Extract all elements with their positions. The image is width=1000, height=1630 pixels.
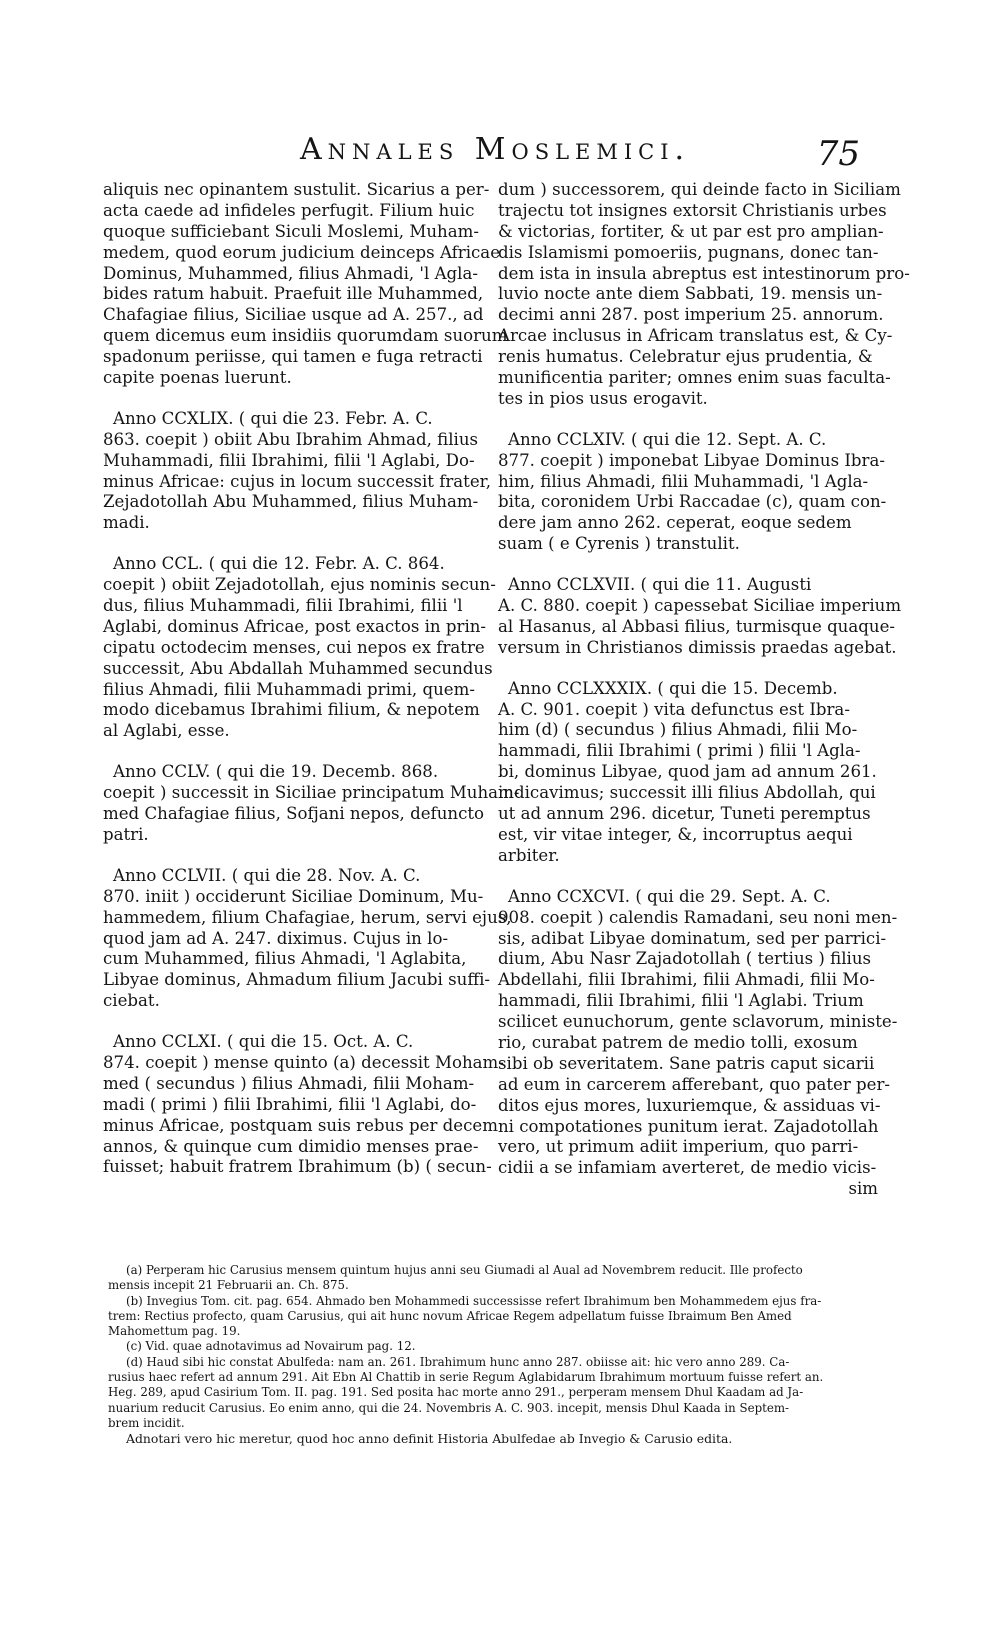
text-line: Anno CCLXI. ( qui die 15. Oct. A. C. (113, 1032, 414, 1052)
text-line: sibi ob severitatem. Sane patris caput sicarii (498, 1053, 875, 1073)
text-line: A. C. 901. coepit ) vita defunctus est Ibra- (498, 699, 850, 719)
text-line: Muhammadi, filii Ibrahimi, filii 'l Aglabi, Do- (103, 450, 475, 470)
text-line: ditos ejus mores, luxuriemque, & assiduas vi- (498, 1095, 881, 1115)
text-line: sis, adibat Libyae dominatum, sed per parrici- (498, 928, 887, 948)
paragraph-gap (498, 659, 890, 679)
text-line: Anno CCLVII. ( qui die 28. Nov. A. C. (113, 865, 421, 885)
text-line: al Aglabi, esse. (103, 721, 230, 741)
text-line: decimi anni 287. post imperium 25. annorum. (498, 305, 884, 325)
text-line: bi, dominus Libyae, quod jam ad annum 261. (498, 762, 877, 782)
text-line: acta caede ad infideles perfugit. Filium huic (103, 200, 475, 220)
paragraph-gap (498, 410, 890, 430)
text-line: sim (848, 1179, 878, 1199)
text-line: him (d) ( secundus ) filius Ahmadi, filii Mo- (498, 720, 858, 740)
text-line: Anno CCLXXXIX. ( qui die 15. Decemb. (508, 678, 838, 698)
text-line: dus, filius Muhammadi, filii Ibrahimi, filii 'l (103, 596, 463, 616)
text-line: scilicet eunuchorum, gente sclavorum, ministe- (498, 1012, 898, 1032)
text-line: dem ista in insula abreptus est intestinorum pro- (498, 263, 910, 283)
text-line: hammedem, filium Chafagiae, herum, servi ejus, (103, 907, 512, 927)
text-line: ciebat. (103, 991, 160, 1011)
paragraph-gap (103, 389, 493, 409)
text-line: quod jam ad A. 247. diximus. Cujus in lo- (103, 928, 449, 948)
paragraph-gap (103, 1012, 493, 1032)
text-line: renis humatus. Celebratur ejus prudentia, & (498, 347, 873, 367)
text-line: Anno CCLXIV. ( qui die 12. Sept. A. C. (508, 429, 827, 449)
text-line: capite poenas luerunt. (103, 368, 292, 388)
text-line: dere jam anno 262. ceperat, eoque sedem (498, 513, 852, 533)
text-line: Chafagiae filius, Siciliae usque ad A. 257., ad (103, 305, 484, 325)
text-line: dum ) successorem, qui deinde facto in Siciliam (498, 180, 901, 199)
paragraph (498, 180, 910, 410)
text-line: 863. coepit ) obiit Abu Ibrahim Ahmad, filius (103, 429, 479, 449)
paragraph (498, 886, 898, 1200)
paragraph-gap (103, 846, 493, 866)
text-line: coepit ) successit in Siciliae principatum Muham- (103, 783, 520, 803)
text-line: Anno CCXLIX. ( qui die 23. Febr. A. C. (113, 408, 433, 428)
text-line: arbiter. (498, 845, 560, 865)
text-line: hammadi, filii Ibrahimi ( primi ) filii 'l Agla- (498, 741, 861, 761)
paragraph (103, 1032, 504, 1178)
text-line: est, vir vitae integer, &, incorruptus aequi (498, 824, 853, 844)
paragraph-gap (498, 867, 890, 887)
paragraph (498, 679, 890, 867)
text-line: medem, quod eorum judicium deinceps Africae (103, 242, 501, 262)
text-line: al Hasanus, al Abbasi filius, turmisque quaque- (498, 616, 896, 636)
text-line: cum Muhammed, filius Ahmadi, 'l Aglabita, (103, 949, 467, 969)
footnote-line: trem: Rectius profecto, quam Carusius, qui ait hunc novum Africae Regem adpellatum fuisse Ibraimum Ben Amed (108, 1308, 792, 1323)
text-line: rio, curabat patrem de medio tolli, exosum (498, 1032, 858, 1052)
text-line: Anno CCLV. ( qui die 19. Decemb. 868. (113, 762, 439, 782)
right-column (498, 180, 910, 1200)
text-line: patri. (103, 824, 149, 844)
text-line: hammadi, filii Ibrahimi, filii 'l Aglabi. Trium (498, 991, 864, 1011)
footnote-line: Adnotari vero hic meretur, quod hoc anno definit Historia Abulfedae ab Invegio & Carusio edita. (126, 1431, 733, 1447)
footnote-line: Heg. 289, apud Casirium Tom. II. pag. 191. Sed posita hac morte anno 291., perperam mensem Dhul Kaadam ad Ja- (108, 1385, 804, 1400)
paragraph (103, 865, 512, 1012)
text-line: modo dicebamus Ibrahimi filium, & nepotem (103, 700, 480, 720)
paragraph (498, 430, 890, 555)
text-line: dium, Abu Nasr Zajadotollah ( tertius ) filius (498, 949, 872, 969)
text-line: bita, coronidem Urbi Raccadae (c), quam con- (498, 492, 887, 512)
text-line: med ( secundus ) filius Ahmadi, filii Moham- (103, 1073, 475, 1093)
text-line: successit, Abu Abdallah Muhammed secundus (103, 658, 493, 678)
text-line: him, filius Ahmadi, filii Muhammadi, 'l Agla- (498, 471, 869, 491)
text-line: spadonum periisse, qui tamen e fuga retracti (103, 347, 483, 367)
text-line: filius Ahmadi, filii Muhammadi primi, quem- (103, 679, 475, 699)
paragraph-gap (103, 742, 493, 762)
footnote-line: rusius haec refert ad annum 291. Ait Ebn Al Chattib in serie Regum Aglabidarum Ibrahimum mortuum fuisse refert an. (108, 1370, 824, 1385)
text-line: Aglabi, dominus Africae, post exactos in prin- (103, 616, 487, 636)
text-line: minus Africae, postquam suis rebus per decem (103, 1115, 498, 1135)
footnote-line: brem incidit. (108, 1415, 185, 1430)
text-line: Abdellahi, filii Ibrahimi, filii Ahmadi, filii Mo- (498, 970, 875, 990)
text-line: Anno CCL. ( qui die 12. Febr. A. C. 864. (113, 554, 445, 574)
text-line: vero, ut primum adiit imperium, quo parri- (498, 1137, 859, 1157)
text-line: munificentia pariter; omnes enim suas faculta- (498, 368, 891, 388)
text-line: suam ( e Cyrenis ) transtulit. (498, 534, 740, 554)
text-line: fuisset; habuit fratrem Ibrahimum (b) ( secun- (103, 1157, 492, 1177)
text-line: quem dicemus eum insidiis quorumdam suorum (103, 326, 508, 346)
footnote-line: (d) Haud sibi hic constat Abulfeda: nam an. 261. Ibrahimum hunc anno 287. obiisse ait: hic vero anno 289. Ca- (126, 1354, 790, 1369)
footnotes (108, 1263, 908, 1447)
footnote (108, 1339, 908, 1354)
text-line: ut ad annum 296. dicetur, Tuneti peremptus (498, 804, 871, 824)
text-line: Zejadotollah Abu Muhammed, filius Muham- (103, 492, 479, 512)
text-line: ni compotationes punitum ierat. Zajadotollah (498, 1116, 879, 1136)
footnote (108, 1431, 908, 1446)
text-line: & victorias, fortiter, & ut par est pro amplian- (498, 221, 884, 241)
text-line: quoque sufficiebant Siculi Moslemi, Muham- (103, 221, 479, 241)
running-title: Annales Moslemici. (300, 132, 691, 167)
text-line: Dominus, Muhammed, filius Ahmadi, 'l Agla- (103, 263, 478, 283)
paragraph (103, 554, 496, 742)
text-line: aliquis nec opinantem sustulit. Sicarius a per- (103, 180, 490, 199)
text-line: 908. coepit ) calendis Ramadani, seu noni men- (498, 907, 898, 927)
text-line: Libyae dominus, Ahmadum filium Jacubi suffi- (103, 970, 491, 990)
text-line: cipatu octodecim menses, cui nepos ex fratre (103, 637, 485, 657)
paragraph-gap (498, 555, 890, 575)
text-line: Anno CCLXVII. ( qui die 11. Augusti (508, 575, 812, 595)
text-line: cidii a se infamiam averteret, de medio vicis- (498, 1158, 877, 1178)
text-line: 874. coepit ) mense quinto (a) decessit Moham- (103, 1052, 504, 1072)
left-column (103, 180, 520, 1178)
text-line: ad eum in carcerem afferebant, quo pater per- (498, 1074, 891, 1094)
text-line: madi ( primi ) filii Ibrahimi, filii 'l Aglabi, do- (103, 1094, 477, 1114)
text-line: dis Islamismi pomoeriis, pugnans, donec tan- (498, 242, 879, 262)
text-line: madi. (103, 513, 150, 533)
text-line: annos, & quinque cum dimidio menses prae- (103, 1136, 479, 1156)
text-line: med Chafagiae filius, Sofjani nepos, defuncto (103, 804, 485, 824)
text-line: coepit ) obiit Zejadotollah, ejus nominis secun- (103, 575, 496, 595)
paragraph (498, 575, 902, 659)
footnote (108, 1294, 908, 1340)
footnote-line: nuarium reducit Carusius. Eo enim anno, qui die 24. Novembris A. C. 903. incepit, mensis Dhul Kaada in Septem- (108, 1400, 790, 1415)
text-line: Arcae inclusus in Africam translatus est, & Cy- (498, 326, 893, 346)
text-line: tes in pios usus erogavit. (498, 388, 708, 408)
paragraph-gap (103, 534, 493, 554)
footnote (108, 1355, 908, 1431)
page-number: 75 (816, 134, 860, 174)
text-line: bides ratum habuit. Praefuit ille Muhammed, (103, 284, 484, 304)
text-line: luvio nocte ante diem Sabbati, 19. mensis un- (498, 284, 883, 304)
text-line: trajectu tot insignes extorsit Christianis urbes (498, 200, 887, 220)
text-line: 877. coepit ) imponebat Libyae Dominus Ibra- (498, 450, 885, 470)
text-line: minus Africae: cujus in locum successit frater, (103, 471, 492, 491)
paragraph (103, 409, 493, 534)
footnote-line: (c) Vid. quae adnotavimus ad Novairum pag. 12. (126, 1339, 416, 1354)
text-line: Anno CCXCVI. ( qui die 29. Sept. A. C. (508, 886, 831, 906)
text-line: 870. iniit ) occiderunt Siciliae Dominum, Mu- (103, 886, 484, 906)
footnote-line: (a) Perperam hic Carusius mensem quintum hujus anni seu Giumadi al Aual ad Novembrem reducit. Ille profecto (126, 1263, 803, 1277)
footnote-line: Mahomettum pag. 19. (108, 1324, 241, 1339)
paragraph (103, 762, 520, 846)
footnote-line: (b) Invegius Tom. cit. pag. 654. Ahmado ben Mohammedi successisse refert Ibrahimum ben Mohammedem ejus fra- (126, 1293, 822, 1308)
text-line: versum in Christianos dimissis praedas agebat. (498, 637, 897, 657)
text-line: A. C. 880. coepit ) capessebat Siciliae imperium (498, 596, 902, 616)
text-line: indicavimus; successit illi filius Abdollah, qui (498, 783, 876, 803)
footnote (108, 1263, 908, 1294)
footnote-line: mensis incepit 21 Februarii an. Ch. 875. (108, 1278, 349, 1293)
running-header (300, 132, 860, 172)
paragraph (103, 180, 508, 389)
